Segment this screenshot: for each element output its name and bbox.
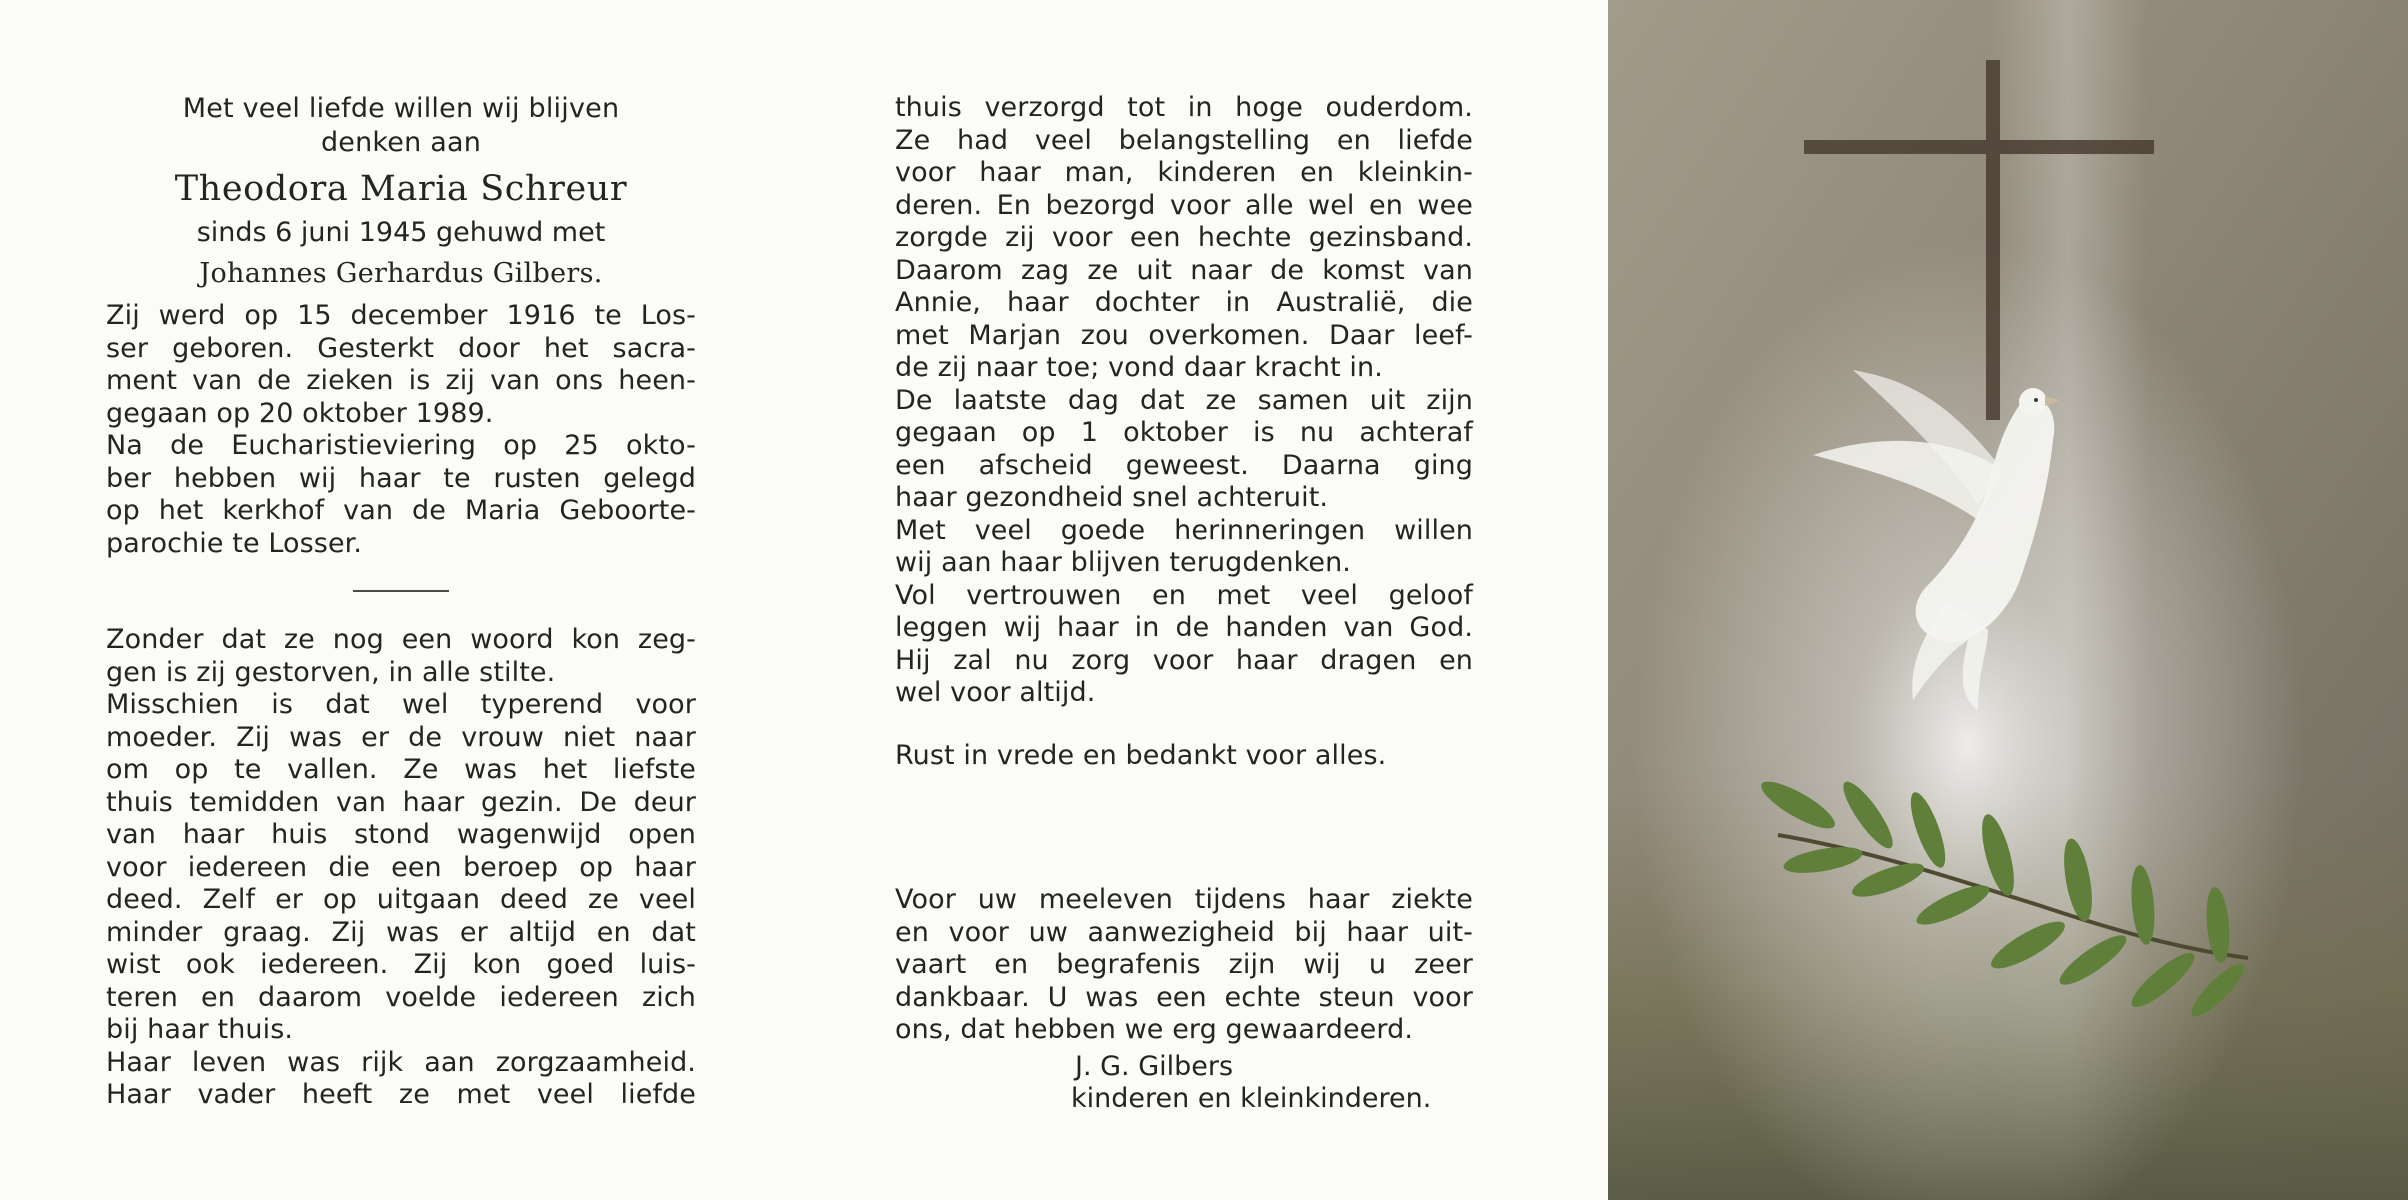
text-line: teren en daarom voelde iedereen zich xyxy=(106,981,696,1013)
story-paragraph-middle xyxy=(895,92,1473,710)
intro-text xyxy=(106,92,696,160)
text-line: voor haar man, kinderen en kleinkin- xyxy=(895,157,1473,188)
text-line: haar gezondheid snel achteruit. xyxy=(895,482,1329,513)
text-line: met Marjan zou overkomen. Daar leef- xyxy=(895,319,1473,351)
biography-paragraph xyxy=(106,300,696,560)
text-line: gegaan op 20 oktober 1989. xyxy=(106,397,494,429)
text-line: Annie, haar dochter in Australië, die xyxy=(895,287,1473,318)
text-line: gen is zij gestorven, in alle stilte. xyxy=(106,656,556,688)
text-line: om op te vallen. Ze was het liefste xyxy=(106,754,696,785)
signature-block xyxy=(1071,1050,1473,1116)
text-line: bij haar thuis. xyxy=(106,1014,294,1045)
memorial-picture xyxy=(1608,0,2408,1200)
text-line: vaart en begrafenis zijn wij u zeer xyxy=(895,949,1473,980)
text-line: wel voor altijd. xyxy=(895,677,1096,708)
text-line: een afscheid geweest. Daarna ging xyxy=(895,449,1473,481)
text-line: Na de Eucharistieviering op 25 okto- xyxy=(106,430,696,461)
thanks-paragraph xyxy=(895,884,1473,1047)
closing-line xyxy=(895,740,1473,773)
text-line: de zij naar toe; vond daar kracht in. xyxy=(895,352,1383,383)
text-line: wij aan haar blijven terugdenken. xyxy=(895,547,1351,578)
text-line: parochie te Losser. xyxy=(106,527,363,559)
text-line: op het kerkhof van de Maria Geboorte- xyxy=(106,495,696,526)
marriage-date: sinds 6 juni 1945 gehuwd met xyxy=(196,217,606,248)
signature-family: kinderen en kleinkinderen. xyxy=(1071,1083,1432,1114)
spouse-name: Johannes Gerhardus Gilbers. xyxy=(199,258,603,289)
text-line: Hij zal nu zorg voor haar dragen en xyxy=(895,644,1473,676)
text-line: Rust in vrede en bedankt voor alles. xyxy=(895,739,1387,771)
text-line: wist ook iedereen. Zij kon goed luis- xyxy=(106,949,696,980)
text-line: deed. Zelf er op uitgaan deed ze veel xyxy=(106,884,696,915)
signature-name: J. G. Gilbers xyxy=(1075,1050,1234,1082)
text-line: ser geboren. Gesterkt door het sacra- xyxy=(106,332,696,364)
text-line: thuis verzorgd tot in hoge ouderdom. xyxy=(895,92,1473,123)
text-line: deren. En bezorgd voor alle wel en wee xyxy=(895,189,1473,221)
intro-line: denken aan xyxy=(320,127,482,158)
text-line: dankbaar. U was een echte steun voor xyxy=(895,981,1473,1013)
divider-line xyxy=(353,590,449,592)
intro-line: Met veel liefde willen wij blijven xyxy=(182,93,620,124)
text-line: en voor uw aanwezigheid bij haar uit- xyxy=(895,916,1473,948)
text-line: ment van de zieken is zij van ons heen- xyxy=(106,365,696,396)
story-paragraph-left xyxy=(106,624,696,1112)
text-line: ons, dat hebben we erg gewaardeerd. xyxy=(895,1014,1414,1045)
text-line: gegaan op 1 oktober is nu achteraf xyxy=(895,417,1473,448)
text-line: De laatste dag dat ze samen uit zijn xyxy=(895,384,1473,416)
text-line: van haar huis stond wagenwijd open xyxy=(106,819,696,850)
text-line: Voor uw meeleven tijdens haar ziekte xyxy=(895,884,1473,915)
text-line: Zonder dat ze nog een woord kon zeg- xyxy=(106,624,696,655)
text-line: ber hebben wij haar te rusten gelegd xyxy=(106,462,696,494)
text-line: Daarom zag ze uit naar de komst van xyxy=(895,254,1473,286)
middle-text-panel xyxy=(895,92,1473,1116)
painting xyxy=(1608,0,2408,1200)
text-line: Ze had veel belangstelling en liefde xyxy=(895,124,1473,156)
text-line: Haar vader heeft ze met veel liefde xyxy=(106,1079,696,1110)
text-line: Vol vertrouwen en met veel geloof xyxy=(895,579,1473,611)
text-line: Zij werd op 15 december 1916 te Los- xyxy=(106,300,696,331)
text-line: Met veel goede herinneringen willen xyxy=(895,514,1473,546)
text-line: Haar leven was rijk aan zorgzaamheid. xyxy=(106,1046,696,1078)
text-line: leggen wij haar in de handen van God. xyxy=(895,612,1473,643)
text-line: Misschien is dat wel typerend voor xyxy=(106,689,696,720)
left-text-panel xyxy=(106,92,696,1112)
text-line: thuis temidden van haar gezin. De deur xyxy=(106,786,696,818)
text-line: voor iedereen die een beroep op haar xyxy=(106,851,696,883)
text-line: zorgde zij voor een hechte gezinsband. xyxy=(895,222,1473,253)
deceased-name: Theodora Maria Schreur xyxy=(174,169,628,209)
text-line: moeder. Zij was er de vrouw niet naar xyxy=(106,721,696,753)
text-line: minder graag. Zij was er altijd en dat xyxy=(106,916,696,948)
